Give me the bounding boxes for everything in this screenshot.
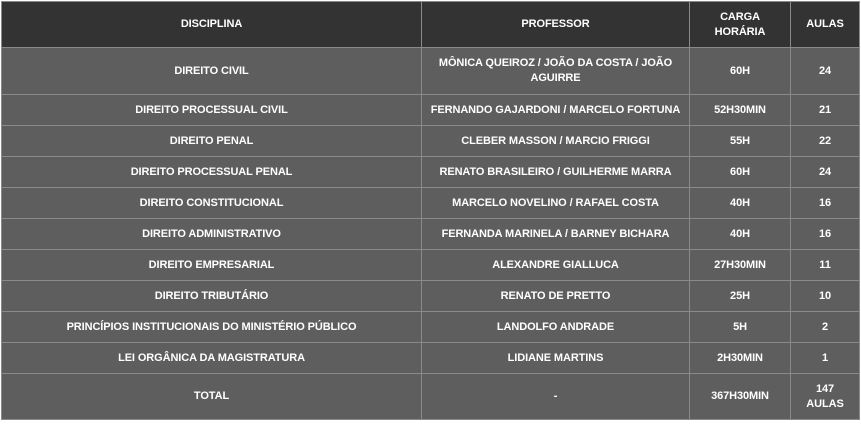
- cell-carga: 55H: [690, 126, 791, 157]
- cell-carga: 2H30MIN: [690, 343, 791, 374]
- cell-aulas: 16: [791, 188, 860, 219]
- table-row: [2, 281, 860, 312]
- cell-disciplina: DIREITO CONSTITUCIONAL: [2, 188, 422, 219]
- cell-carga: 40H: [690, 219, 791, 250]
- table-row: [2, 219, 860, 250]
- cell-carga: 60H: [690, 48, 791, 95]
- cell-professor: LIDIANE MARTINS: [422, 343, 690, 374]
- total-carga: 367H30MIN: [690, 374, 791, 420]
- header-disciplina: DISCIPLINA: [2, 2, 422, 48]
- cell-professor: FERNANDO GAJARDONI / MARCELO FORTUNA: [422, 95, 690, 126]
- cell-carga: 5H: [690, 312, 791, 343]
- cell-aulas: 22: [791, 126, 860, 157]
- cell-aulas: 24: [791, 157, 860, 188]
- header-carga-line2: HORÁRIA: [714, 25, 766, 38]
- cell-professor: RENATO BRASILEIRO / GUILHERME MARRA: [422, 157, 690, 188]
- header-carga-horaria: [690, 2, 791, 48]
- cell-disciplina: DIREITO TRIBUTÁRIO: [2, 281, 422, 312]
- cell-disciplina: DIREITO EMPRESARIAL: [2, 250, 422, 281]
- table-row: [2, 157, 860, 188]
- cell-aulas: 2: [791, 312, 860, 343]
- table-row: [2, 95, 860, 126]
- cell-disciplina: LEI ORGÂNICA DA MAGISTRATURA: [2, 343, 422, 374]
- cell-carga: 40H: [690, 188, 791, 219]
- cell-disciplina: DIREITO PROCESSUAL CIVIL: [2, 95, 422, 126]
- professor-line2: AGUIRRE: [530, 72, 581, 84]
- cell-professor: RENATO DE PRETTO: [422, 281, 690, 312]
- cell-aulas: 21: [791, 95, 860, 126]
- cell-carga: 25H: [690, 281, 791, 312]
- cell-carga: 27H30MIN: [690, 250, 791, 281]
- table-row: [2, 188, 860, 219]
- cell-professor: MARCELO NOVELINO / RAFAEL COSTA: [422, 188, 690, 219]
- total-aulas-line2: AULAS: [806, 397, 844, 410]
- table-row: [2, 126, 860, 157]
- cell-carga: 52H30MIN: [690, 95, 791, 126]
- course-table-container: [1, 1, 859, 420]
- cell-disciplina: DIREITO PENAL: [2, 126, 422, 157]
- header-aulas: AULAS: [791, 2, 860, 48]
- cell-professor: [422, 48, 690, 95]
- table-header-row: [2, 2, 860, 48]
- total-professor: -: [422, 374, 690, 420]
- table-row: [2, 312, 860, 343]
- cell-carga: 60H: [690, 157, 791, 188]
- cell-aulas: 11: [791, 250, 860, 281]
- cell-disciplina: DIREITO ADMINISTRATIVO: [2, 219, 422, 250]
- cell-aulas: 10: [791, 281, 860, 312]
- total-aulas-line1: 147: [815, 382, 835, 395]
- table-row: [2, 250, 860, 281]
- course-table: [1, 1, 860, 420]
- header-professor: PROFESSOR: [422, 2, 690, 48]
- table-row: [2, 343, 860, 374]
- professor-line1: MÔNICA QUEIROZ / JOÃO DA COSTA / JOÃO: [438, 57, 673, 69]
- cell-professor: CLEBER MASSON / MARCIO FRIGGI: [422, 126, 690, 157]
- cell-aulas: 24: [791, 48, 860, 95]
- cell-aulas: 1: [791, 343, 860, 374]
- table-total-row: [2, 374, 860, 420]
- cell-professor: FERNANDA MARINELA / BARNEY BICHARA: [422, 219, 690, 250]
- cell-professor: ALEXANDRE GIALLUCA: [422, 250, 690, 281]
- cell-aulas: 16: [791, 219, 860, 250]
- total-aulas: [791, 374, 860, 420]
- header-carga-line1: CARGA: [720, 10, 760, 23]
- cell-disciplina: PRINCÍPIOS INSTITUCIONAIS DO MINISTÉRIO PÚBLICO: [2, 312, 422, 343]
- cell-disciplina: DIREITO PROCESSUAL PENAL: [2, 157, 422, 188]
- table-row: [2, 48, 860, 95]
- total-label: TOTAL: [2, 374, 422, 420]
- cell-professor: LANDOLFO ANDRADE: [422, 312, 690, 343]
- cell-disciplina: DIREITO CIVIL: [2, 48, 422, 95]
